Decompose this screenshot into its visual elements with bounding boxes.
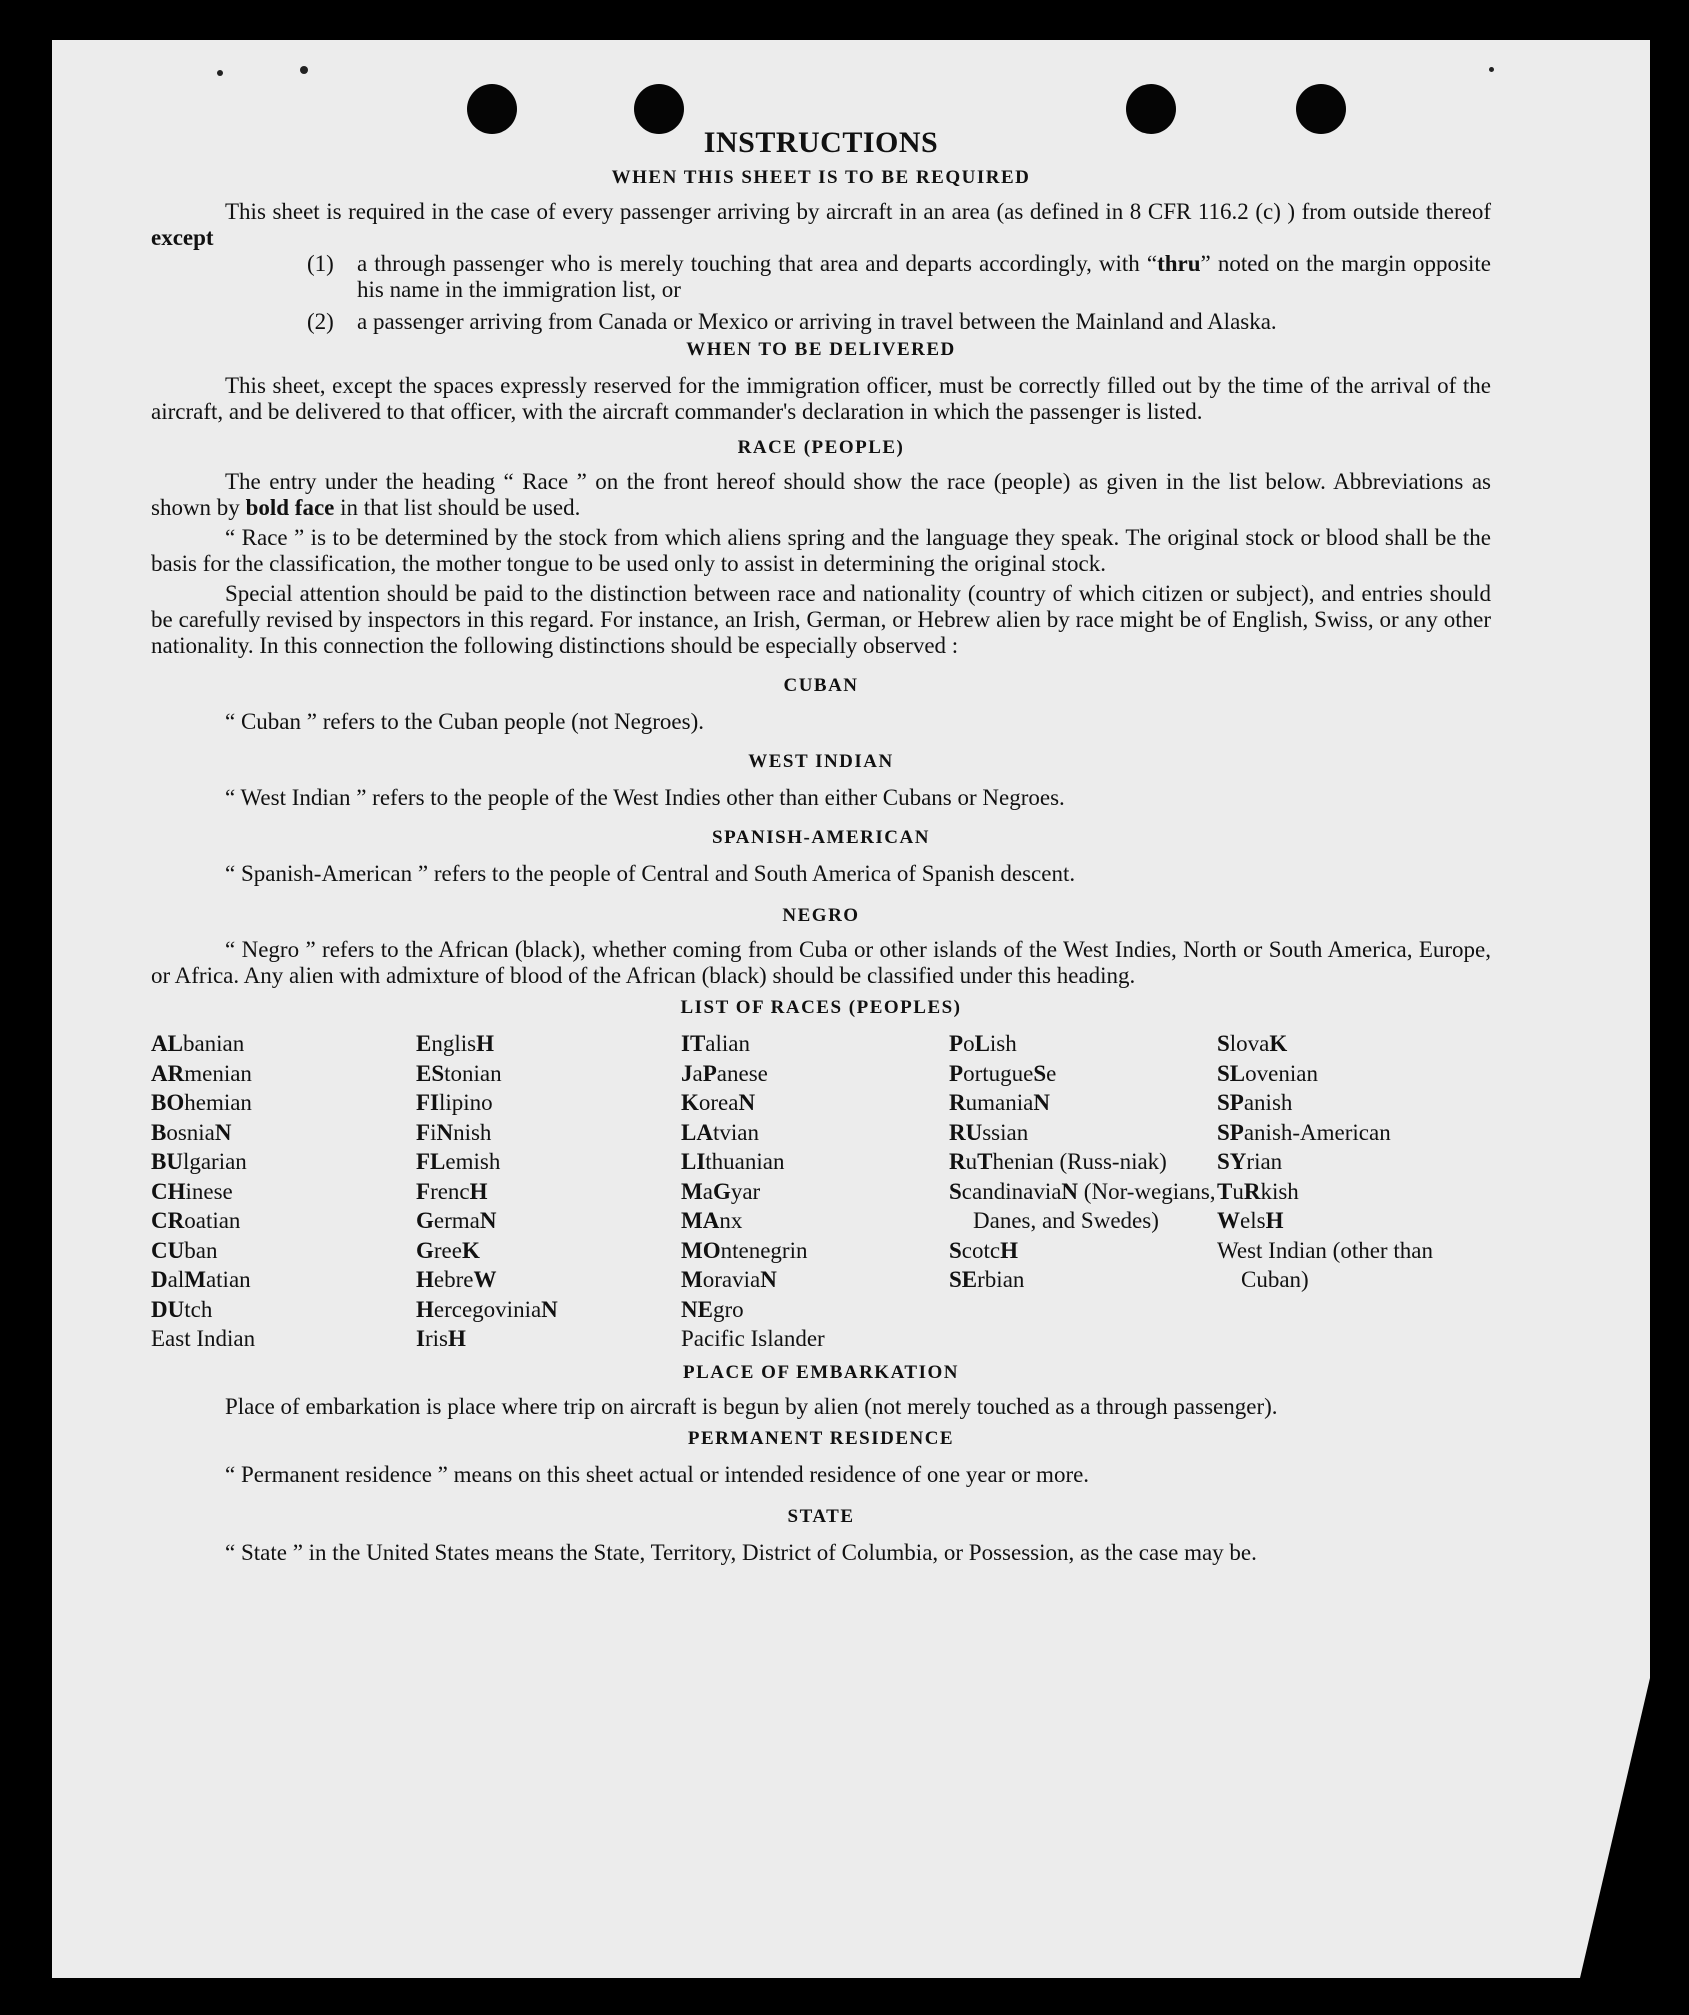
- race-name-part: tch: [184, 1296, 213, 1322]
- section-heading-west-indian: WEST INDIAN: [748, 751, 894, 772]
- race-name-part: ebre: [433, 1267, 474, 1292]
- race-name-part: ssian: [982, 1119, 1029, 1145]
- race-name-part: rian: [1246, 1149, 1283, 1174]
- section-heading-races-list: LIST OF RACES (PEOPLES): [680, 997, 962, 1018]
- race-list-item: [151, 1118, 416, 1148]
- race-abbreviation: N: [738, 1090, 756, 1115]
- race-abbreviation: K: [1269, 1031, 1288, 1056]
- race-name-part: o: [963, 1031, 975, 1056]
- race-abbreviation: N: [1033, 1090, 1050, 1115]
- race-name-part: lipino: [439, 1090, 493, 1115]
- race-list-item: [416, 1088, 681, 1118]
- race-list-item: [151, 1088, 416, 1118]
- race-list-column: [949, 1029, 1217, 1354]
- race-list-item: [1217, 1118, 1447, 1148]
- race-abbreviation: H: [416, 1267, 434, 1292]
- race-abbreviation: FL: [416, 1149, 446, 1174]
- race-list-item: [681, 1059, 949, 1089]
- race-abbreviation: AR: [151, 1060, 185, 1086]
- race-name-part: erma: [433, 1208, 480, 1233]
- race-name-part: yar: [730, 1178, 761, 1204]
- race-name-part: lgarian: [182, 1149, 247, 1174]
- race-list-item: [949, 1088, 1217, 1118]
- embarkation-text: Place of embarkation is place where trip on aircraft is begun by alien (not merely touched as a through passenger).: [225, 1393, 1278, 1419]
- race-abbreviation: K: [461, 1237, 480, 1263]
- race-list-item: [681, 1265, 949, 1295]
- race-abbreviation: ES: [416, 1060, 445, 1086]
- race-list-item: [151, 1265, 416, 1295]
- race-abbreviation: MO: [681, 1237, 721, 1263]
- race-list-column: [416, 1029, 681, 1354]
- race-abbreviation: S: [1033, 1060, 1047, 1086]
- race-abbreviation: F: [416, 1119, 431, 1145]
- race-abbreviation: M: [681, 1178, 703, 1204]
- race-abbreviation: W: [1217, 1208, 1240, 1233]
- races-list: [151, 1029, 1491, 1354]
- race-list-item: [151, 1324, 416, 1354]
- race-name-part: ban: [184, 1237, 218, 1263]
- race-name-part: West Indian (other than Cuban): [1217, 1237, 1433, 1292]
- race-list-column: [151, 1029, 416, 1354]
- cuban-text: “ Cuban ” refers to the Cuban people (not Negroes).: [225, 709, 705, 734]
- race-name-part: ntenegrin: [720, 1237, 808, 1263]
- race-name-part: candinavia: [961, 1178, 1062, 1204]
- race-paragraph-3: Special attention should be paid to the distinction between race and nationality (country of which citizen or subject), and entries should be carefully revised by inspectors in this regard. For instance, an Irish, German, or Hebrew alien by race might be of English, Swiss, or any other nationality. In this connection the following distinctions should be especially observed :: [151, 581, 1491, 658]
- race-abbreviation: BO: [151, 1090, 185, 1115]
- torn-corner: [1580, 1678, 1650, 1978]
- race-list-item: [681, 1324, 949, 1354]
- race-list-item: [416, 1265, 681, 1295]
- race-abbreviation: H: [1265, 1208, 1284, 1233]
- race-list-item: [416, 1059, 681, 1089]
- race-name-part: ish: [989, 1031, 1017, 1056]
- race-list-item: [681, 1295, 949, 1325]
- race-paragraph-1: The entry under the heading “ Race ” on the front hereof should show the race (people) as given in the list below. Abbreviations as shown by bold face in that list should be used.: [151, 469, 1491, 520]
- race-abbreviation: G: [712, 1178, 731, 1204]
- race-name-part: a: [692, 1060, 703, 1086]
- race-list-item: [681, 1236, 949, 1266]
- race-name-part: ris: [424, 1326, 448, 1351]
- race-abbreviation: LI: [681, 1149, 706, 1174]
- race-list-item: [151, 1029, 416, 1059]
- race-list-item: [1217, 1029, 1447, 1059]
- race-name-part: ercegovinia: [433, 1296, 542, 1322]
- race-abbreviation: H: [469, 1178, 488, 1204]
- race-abbreviation: H: [447, 1326, 466, 1351]
- race-list-item: [151, 1295, 416, 1325]
- race-abbreviation: G: [416, 1237, 434, 1263]
- race-name-part: lova: [1229, 1031, 1270, 1056]
- race-abbreviation: SP: [1217, 1119, 1244, 1145]
- race-name-part: Pacific Islander: [681, 1326, 825, 1351]
- required-intro: This sheet is required in the case of every passenger arriving by aircraft in an area (as defined in 8 CFR 116.2 (c) ) from outside thereof except: [151, 199, 1491, 250]
- race-abbreviation: H: [1000, 1237, 1018, 1263]
- race-name-part: orea: [698, 1090, 739, 1115]
- race-abbreviation: R: [949, 1149, 966, 1174]
- race-list-item: [416, 1177, 681, 1207]
- negro-text: “ Negro ” refers to the African (black), whether coming from Cuba or other islands of the West Indies, North or South America, Europe, or Africa. Any alien with admixture of blood of the African (black) should be classified under this heading.: [151, 937, 1491, 988]
- race-abbreviation: MA: [681, 1208, 720, 1233]
- race-abbreviation: S: [1217, 1031, 1230, 1056]
- race-abbreviation: L: [974, 1031, 990, 1056]
- race-name-part: hemian: [184, 1090, 252, 1115]
- page-title: INSTRUCTIONS: [703, 126, 939, 159]
- spanish-american-text: “ Spanish-American ” refers to the people of Central and South America of Spanish descent.: [225, 861, 1076, 886]
- required-item-2: (2) a passenger arriving from Canada or Mexico or arriving in travel between the Mainland and Alaska.: [307, 309, 1277, 334]
- race-abbreviation: DU: [151, 1296, 185, 1322]
- race-abbreviation: LA: [681, 1119, 713, 1145]
- race-name-part: ortugue: [963, 1060, 1034, 1086]
- race-list-item: [681, 1029, 949, 1059]
- race-name-part: henian (Russ-niak): [992, 1149, 1167, 1174]
- west-indian-text: “ West Indian ” refers to the people of the West Indies other than either Cubans or Negroes.: [225, 785, 1065, 810]
- race-abbreviation: SY: [1217, 1149, 1247, 1174]
- race-name-part: gro: [712, 1296, 744, 1322]
- race-abbreviation: J: [681, 1060, 693, 1086]
- race-name-part: e: [1046, 1060, 1057, 1086]
- race-list-item: [681, 1177, 949, 1207]
- race-abbreviation: W: [473, 1267, 497, 1292]
- required-item-1: (1) a through passenger who is merely touching that area and departs accordingly, with “thru” noted on the margin opposite his name in the immigration list, or: [307, 251, 1491, 302]
- race-list-item: [416, 1324, 681, 1354]
- race-abbreviation: SL: [1217, 1060, 1246, 1086]
- race-abbreviation: S: [949, 1178, 962, 1204]
- race-list-item: [1217, 1147, 1447, 1177]
- race-abbreviation: FI: [416, 1090, 439, 1115]
- race-list-item: [681, 1088, 949, 1118]
- race-abbreviation: F: [416, 1178, 431, 1204]
- race-list-item: [151, 1059, 416, 1089]
- race-list-item: [1217, 1177, 1447, 1207]
- race-abbreviation: T: [977, 1149, 993, 1174]
- race-abbreviation: CU: [151, 1237, 185, 1263]
- speck: [300, 66, 308, 74]
- race-name-part: (Nor-wegians, Danes, and Swedes): [973, 1178, 1216, 1233]
- race-list-item: [151, 1147, 416, 1177]
- race-name-part: i: [430, 1119, 437, 1145]
- race-name-part: oatian: [184, 1208, 241, 1233]
- race-name-part: u: [1232, 1178, 1244, 1204]
- race-list-item: [681, 1118, 949, 1148]
- section-heading-state: STATE: [787, 1505, 855, 1527]
- race-abbreviation: SE: [949, 1267, 978, 1292]
- race-name-part: tvian: [712, 1119, 759, 1145]
- race-list-item: [416, 1206, 681, 1236]
- race-abbreviation: G: [416, 1208, 434, 1233]
- race-list-item: [416, 1236, 681, 1266]
- race-abbreviation: SP: [1217, 1090, 1244, 1115]
- race-abbreviation: AL: [151, 1031, 183, 1056]
- race-abbreviation: N: [436, 1119, 454, 1145]
- race-list-item: [416, 1029, 681, 1059]
- race-abbreviation: N: [214, 1119, 232, 1145]
- race-name-part: alian: [705, 1031, 750, 1056]
- race-abbreviation: R: [949, 1090, 966, 1115]
- race-abbreviation: D: [151, 1267, 168, 1292]
- race-abbreviation: BU: [151, 1149, 183, 1174]
- race-list-item: [1217, 1236, 1447, 1295]
- race-name-part: emish: [445, 1149, 501, 1174]
- race-abbreviation: T: [1217, 1178, 1233, 1204]
- race-list-item: [416, 1295, 681, 1325]
- race-name-part: anish-American: [1243, 1119, 1391, 1145]
- race-abbreviation: NE: [681, 1296, 713, 1322]
- race-abbreviation: S: [949, 1237, 962, 1263]
- speck: [217, 70, 223, 76]
- race-name-part: umania: [965, 1090, 1034, 1115]
- race-list-item: [1217, 1206, 1447, 1236]
- instructions-content: [151, 125, 1491, 1566]
- section-heading-race: RACE (PEOPLE): [737, 437, 905, 458]
- speck: [1489, 67, 1494, 72]
- race-abbreviation: P: [949, 1060, 964, 1086]
- section-heading-cuban: CUBAN: [783, 675, 859, 696]
- race-name-part: nglis: [431, 1031, 477, 1056]
- state-text: “ State ” in the United States means the State, Territory, District of Columbia, or Possession, as the case may be.: [225, 1539, 1257, 1565]
- section-heading-negro: NEGRO: [782, 905, 860, 926]
- race-list-item: [151, 1177, 416, 1207]
- race-name-part: osnia: [166, 1119, 215, 1145]
- race-abbreviation: CR: [151, 1208, 185, 1233]
- race-name-part: tonian: [444, 1060, 502, 1086]
- delivered-text: This sheet, except the spaces expressly reserved for the immigration officer, must be correctly filled out by the time of the arrival of the aircraft, and be delivered to that officer, with the aircraft commander's declaration in which the passenger is listed.: [151, 373, 1491, 424]
- race-name-part: rbian: [977, 1267, 1025, 1292]
- race-name-part: nish: [453, 1119, 492, 1145]
- race-name-part: banian: [182, 1031, 245, 1056]
- race-paragraph-2: “ Race ” is to be determined by the stock from which aliens spring and the language they speak. The original stock or blood shall be the basis for the classification, the mother tongue to be used only to assist in determining the original stock.: [151, 525, 1491, 576]
- section-heading-residence: PERMANENT RESIDENCE: [687, 1427, 955, 1449]
- race-name-part: renc: [430, 1178, 470, 1204]
- race-list-item: [151, 1206, 416, 1236]
- race-list-item: [681, 1147, 949, 1177]
- race-list-item: [949, 1029, 1217, 1059]
- race-list-column: [681, 1029, 949, 1354]
- race-name-part: menian: [184, 1060, 252, 1086]
- race-list-item: [416, 1147, 681, 1177]
- race-list-item: [949, 1236, 1217, 1266]
- race-abbreviation: B: [151, 1119, 167, 1145]
- race-list-item: [949, 1265, 1217, 1295]
- race-abbreviation: N: [1061, 1178, 1079, 1204]
- race-list-item: [416, 1118, 681, 1148]
- race-abbreviation: IT: [681, 1031, 706, 1056]
- race-list-item: [949, 1059, 1217, 1089]
- race-name-part: a: [702, 1178, 713, 1204]
- race-name-part: els: [1240, 1208, 1266, 1233]
- race-list-item: [1217, 1088, 1447, 1118]
- race-name-part: ovenian: [1245, 1060, 1318, 1086]
- race-name-part: cotc: [961, 1237, 1001, 1263]
- race-name-part: oravia: [702, 1267, 761, 1292]
- section-heading-delivered: WHEN TO BE DELIVERED: [686, 339, 956, 360]
- race-name-part: anese: [716, 1060, 768, 1086]
- race-name-part: nx: [719, 1208, 743, 1233]
- race-name-part: ree: [433, 1237, 462, 1263]
- race-list-item: [949, 1177, 1217, 1236]
- race-abbreviation: H: [416, 1296, 434, 1322]
- race-name-part: East Indian: [151, 1326, 256, 1351]
- residence-text: “ Permanent residence ” means on this sheet actual or intended residence of one year or more.: [225, 1461, 1090, 1487]
- race-name-part: u: [965, 1149, 978, 1174]
- race-abbreviation: N: [541, 1296, 558, 1322]
- race-abbreviation: M: [681, 1267, 703, 1292]
- race-abbreviation: N: [760, 1267, 777, 1292]
- race-abbreviation: I: [416, 1326, 425, 1351]
- race-abbreviation: RU: [949, 1119, 983, 1145]
- race-name-part: anish: [1243, 1090, 1293, 1115]
- race-list-item: [949, 1118, 1217, 1148]
- section-heading-required: WHEN THIS SHEET IS TO BE REQUIRED: [611, 167, 1031, 188]
- race-abbreviation: E: [416, 1031, 432, 1056]
- race-abbreviation: N: [479, 1208, 497, 1233]
- race-abbreviation: CH: [151, 1178, 186, 1204]
- race-list-item: [1217, 1059, 1447, 1089]
- race-list-column: [1217, 1029, 1447, 1354]
- race-abbreviation: K: [681, 1090, 699, 1115]
- section-heading-spanish-american: SPANISH-AMERICAN: [712, 827, 930, 848]
- race-abbreviation: H: [476, 1031, 494, 1056]
- race-name-part: inese: [185, 1178, 233, 1204]
- race-name-part: atian: [205, 1267, 251, 1292]
- race-list-item: [151, 1236, 416, 1266]
- race-name-part: kish: [1260, 1178, 1299, 1204]
- race-abbreviation: P: [702, 1060, 717, 1086]
- race-name-part: thuanian: [705, 1149, 785, 1174]
- race-abbreviation: M: [184, 1267, 206, 1292]
- race-list-item: [681, 1206, 949, 1236]
- race-abbreviation: R: [1243, 1178, 1261, 1204]
- section-heading-embarkation: PLACE OF EMBARKATION: [683, 1361, 959, 1383]
- race-name-part: al: [167, 1267, 185, 1292]
- race-abbreviation: P: [949, 1031, 964, 1056]
- race-list-item: [949, 1147, 1217, 1177]
